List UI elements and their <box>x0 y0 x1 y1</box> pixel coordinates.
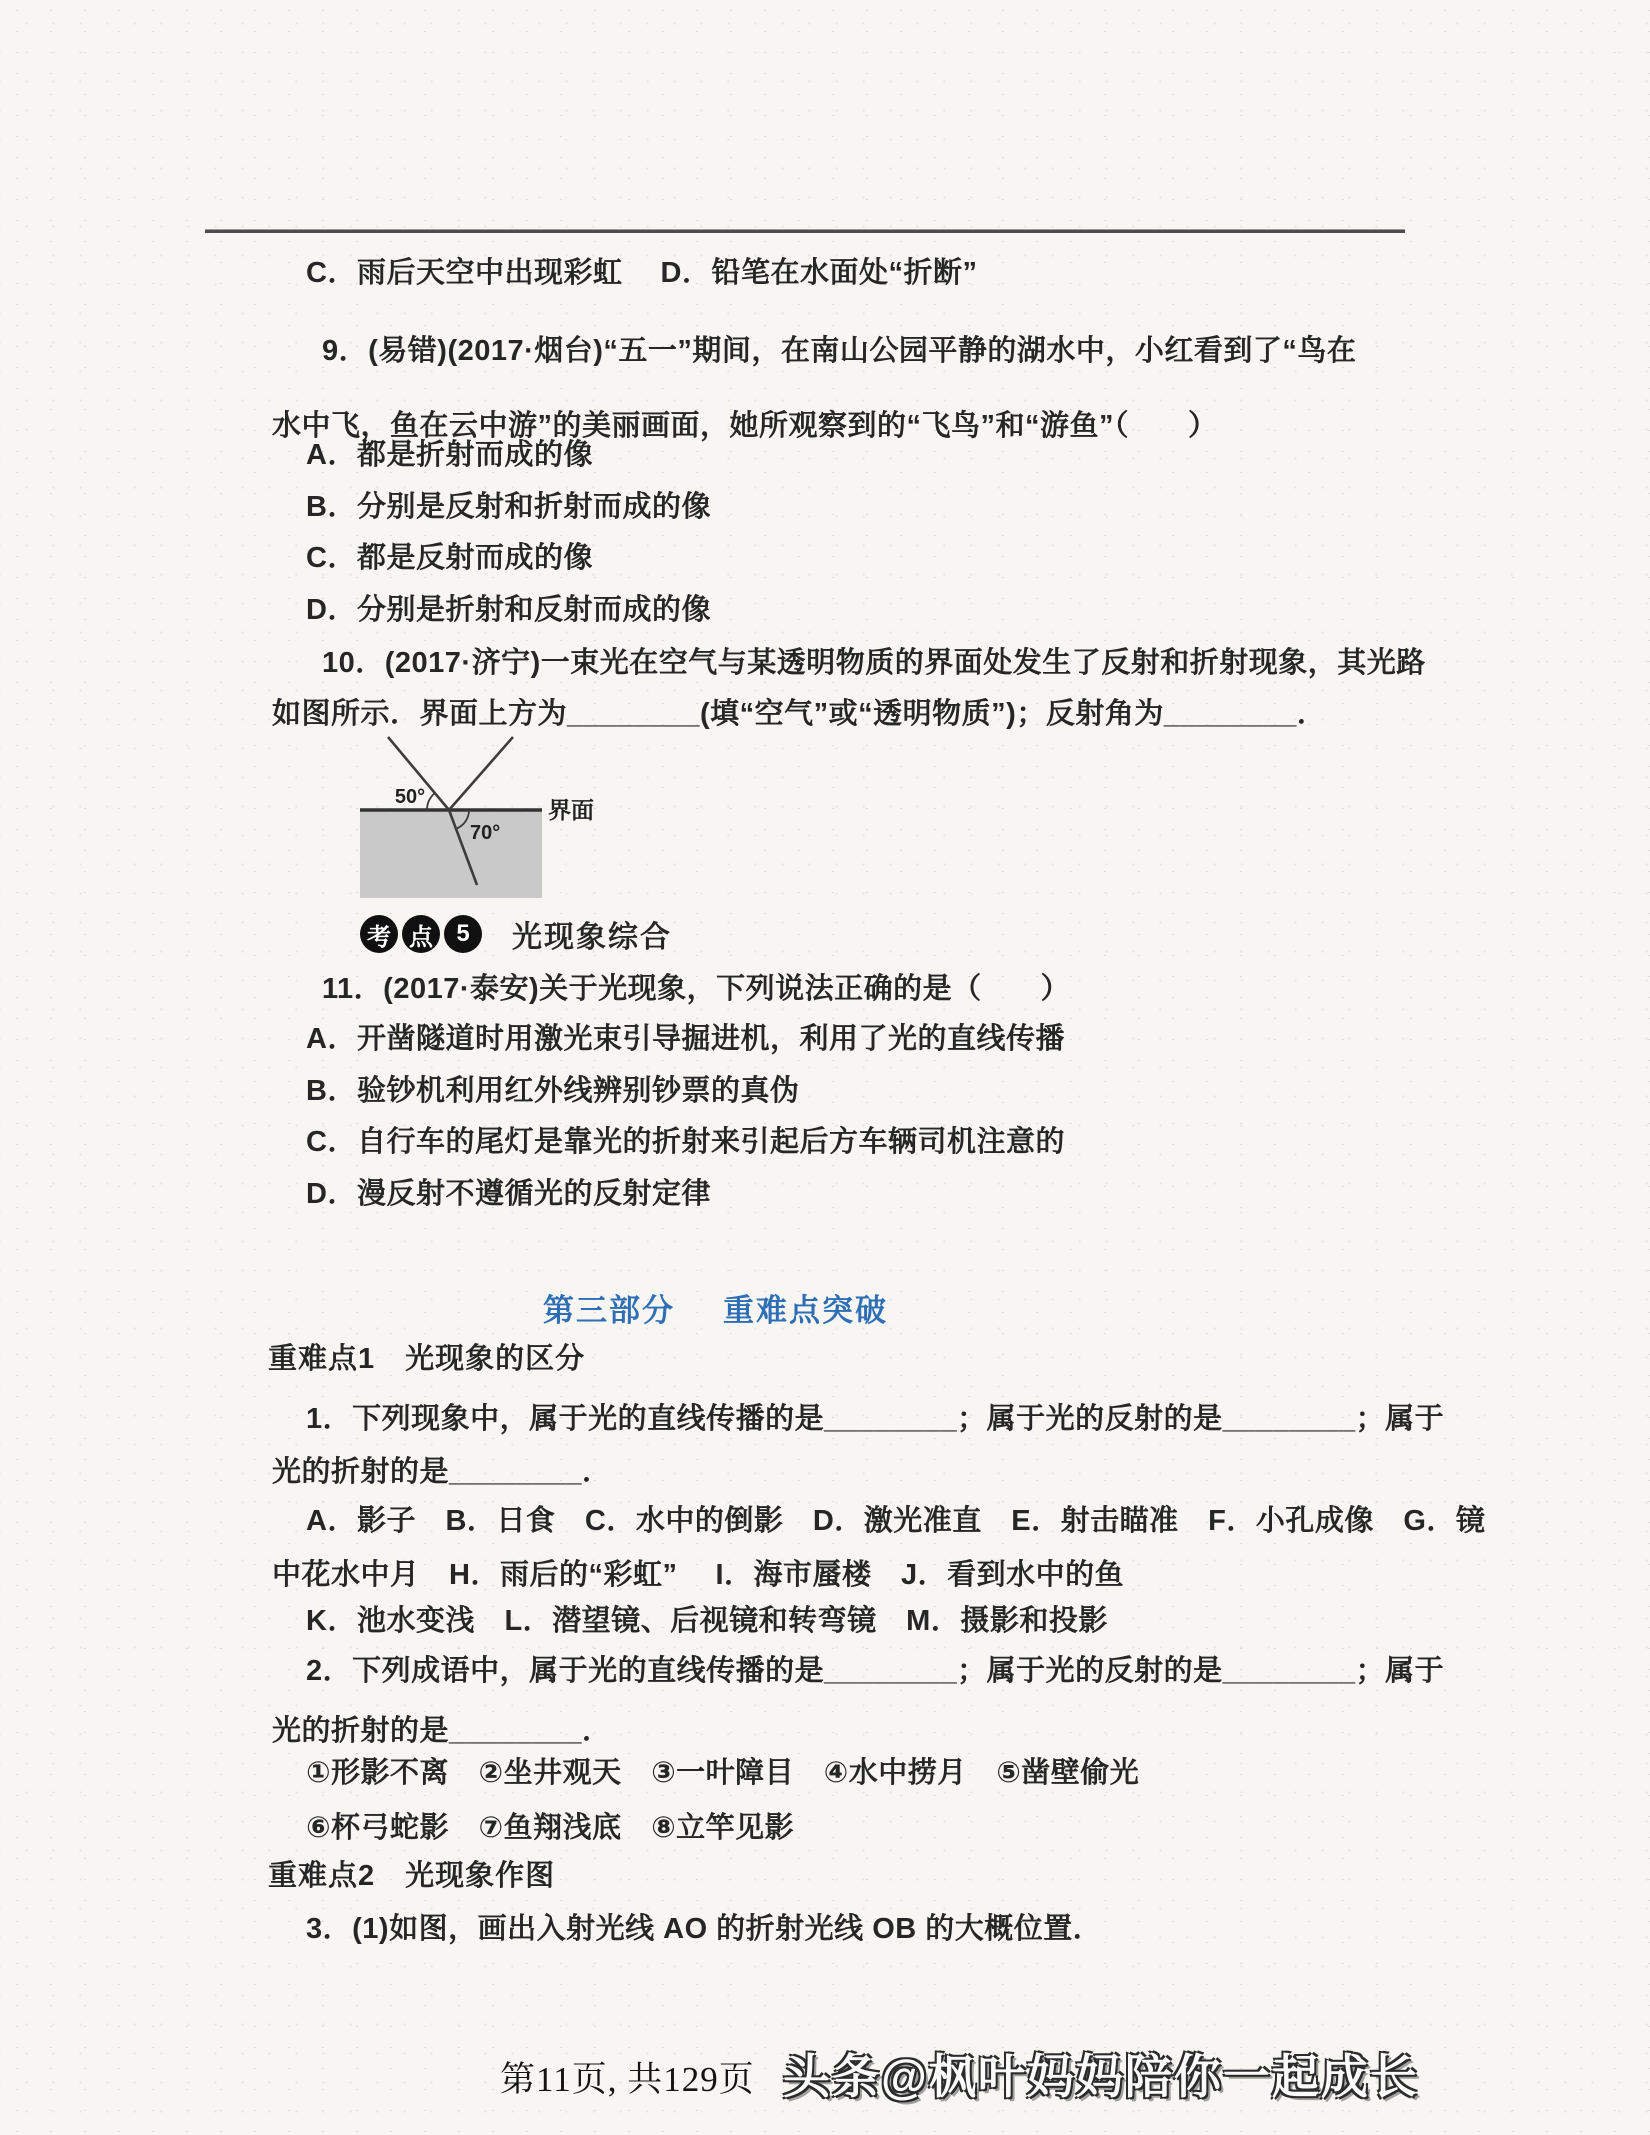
focus1-q2-line1: 2．下列成语中，属于光的直线传播的是________；属于光的反射的是________；属于 <box>306 1655 1445 1687</box>
question-9-option-b: B．分别是反射和折射而成的像 <box>306 491 711 523</box>
badge-circle-kao: 考 <box>360 915 398 953</box>
incident-angle-label: 50° <box>394 786 426 808</box>
reflected-ray <box>449 737 513 810</box>
focus1-idioms-line1: ①形影不离 ②坐井观天 ③一叶障目 ④水中捞月 ⑤凿壁偷光 <box>306 1757 1140 1789</box>
question-10-line1: 10．(2017·济宁)一束光在空气与某透明物质的界面处发生了反射和折射现象，其光路 <box>322 647 1426 679</box>
focus2-heading: 重难点2 光现象作图 <box>268 1860 556 1892</box>
topic-badge-title: 光现象综合 <box>512 921 672 954</box>
part3-title: 重难点突破 <box>723 1293 888 1328</box>
part3-label: 第三部分 <box>543 1293 675 1328</box>
refracted-angle-label: 70° <box>470 822 501 844</box>
question-9-option-c: C．都是反射而成的像 <box>306 542 593 574</box>
focus1-heading: 重难点1 光现象的区分 <box>268 1343 586 1375</box>
focus2-q3-line1: 3．(1)如图，画出入射光线 AO 的折射光线 OB 的大概位置． <box>306 1913 1103 1945</box>
incident-angle-arc <box>427 793 435 810</box>
prev-question-options-cd: C．雨后天空中出现彩虹 D．铅笔在水面处“折断” <box>306 257 978 289</box>
question-11-option-a: A．开凿隧道时用激光束引导掘进机，利用了光的直线传播 <box>306 1023 1065 1055</box>
focus1-items-line2: 中花水中月 H．雨后的“彩虹” I．海市蜃楼 J．看到水中的鱼 <box>272 1559 1125 1591</box>
question-9-option-a: A．都是折射而成的像 <box>306 439 593 471</box>
question-11-option-b: B．验钞机利用红外线辨别钞票的真伪 <box>306 1075 800 1107</box>
focus1-idioms-line2: ⑥杯弓蛇影 ⑦鱼翔浅底 ⑧立竿见影 <box>306 1812 795 1844</box>
question-11-line1: 11．(2017·泰安)关于光现象，下列说法正确的是（ ） <box>322 973 1071 1005</box>
focus1-q1-line1: 1．下列现象中，属于光的直线传播的是________；属于光的反射的是________；属于 <box>306 1403 1445 1435</box>
topic-badge-heading <box>360 912 672 956</box>
top-horizontal-rule <box>205 229 1405 233</box>
refraction-diagram <box>330 727 660 917</box>
question-11-option-c: C．自行车的尾灯是靠光的折射来引起后方车辆司机注意的 <box>306 1126 1065 1158</box>
interface-label: 界面 <box>548 797 594 823</box>
focus1-items-line1: A．影子 B．日食 C．水中的倒影 D．激光准直 E．射击瞄准 F．小孔成像 G．镜 <box>306 1505 1486 1537</box>
medium-block <box>360 811 542 898</box>
badge-circle-dian: 点 <box>402 915 440 953</box>
question-10-line2: 如图所示．界面上方为________(填“空气”或“透明物质”)；反射角为________． <box>272 698 1327 730</box>
part3-header <box>543 1285 888 1330</box>
refraction-diagram-svg <box>330 727 660 912</box>
focus1-q1-line2: 光的折射的是________． <box>272 1456 612 1488</box>
question-11-option-d: D．漫反射不遵循光的反射定律 <box>306 1178 711 1210</box>
badge-circle-5: 5 <box>444 915 482 953</box>
question-9-line2: 水中飞，鱼在云中游”的美丽画面，她所观察到的“飞鸟”和“游鱼”（ ） <box>272 410 1218 442</box>
page-number-indicator: 第11页, 共129页 <box>500 2060 755 2099</box>
focus1-q2-line2: 光的折射的是________． <box>272 1715 612 1747</box>
question-9-option-d: D．分别是折射和反射而成的像 <box>306 594 711 626</box>
question-9-line1: 9．(易错)(2017·烟台)“五一”期间，在南山公园平静的湖水中，小红看到了“鸟在 <box>322 335 1357 367</box>
focus1-items-line3: K．池水变浅 L．潜望镜、后视镜和转弯镜 M．摄影和投影 <box>306 1605 1108 1637</box>
toutiao-watermark: 头条@枫叶妈妈陪你一起成长 <box>783 2050 1419 2103</box>
